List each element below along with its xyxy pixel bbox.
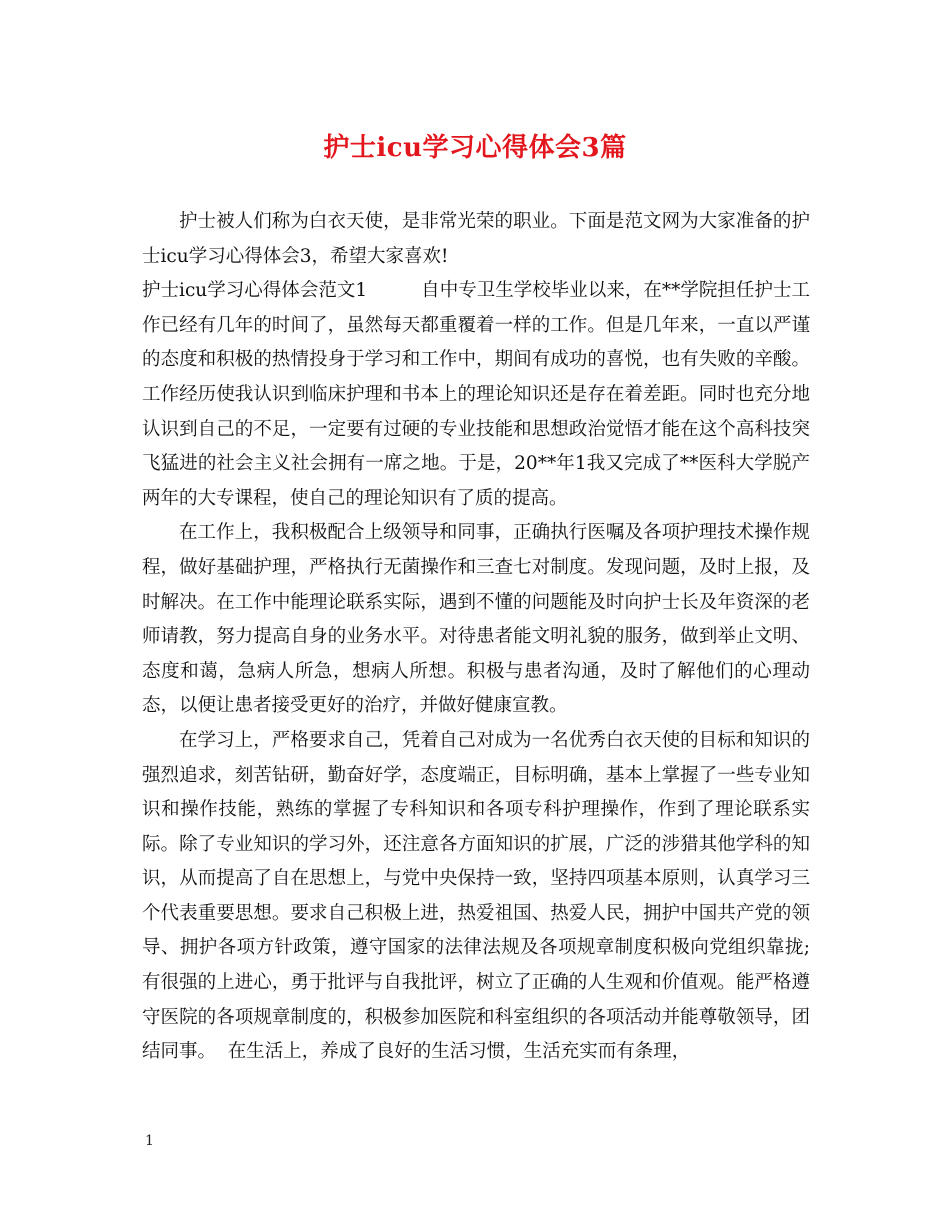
section-first-paragraph xyxy=(142,274,810,516)
document-body xyxy=(142,205,810,1070)
page-number: 1 xyxy=(145,1133,154,1149)
document-title: 护士icu学习心得体会3篇 xyxy=(323,133,627,163)
study-paragraph-text: 在学习上，严格要求自己，凭着自己对成为一名优秀白衣天使的目标和知识的强烈追求，刻苦钻研，勤奋好学，态度端正，目标明确，基本上掌握了一些专业知识和操作技能，熟练的掌握了专科知识和各项专科护理操作，作到了理论联系实际。除了专业知识的学习外，还注意各方面知识的扩展，广泛的涉猎其他学科的知识，从而提高了自在思想上，与党中央保持一致，坚持四项基本原则，认真学习三个代表重要思想。要求自己积极上进，热爱祖国、热爱人民，拥护中国共产党的领导、拥护各项方针政策，遵守国家的法律法规及各项规章制度积极向党组织靠拢;有很强的上进心，勇于批评与自我批评，树立了正确的人生观和价值观。能严格遵守医院的各项规章制度的，积极参加医院和科室组织的各项活动并能尊敬领导，团结同事。 xyxy=(142,729,810,1063)
section-first-paragraph-text: 自中专卫生学校毕业以来，在**学院担任护士工作已经有几年的时间了，虽然每天都重覆着一样的工作。但是几年来，一直以严谨的态度和积极的热情投身于学习和工作中，期间有成功的喜悦，也有失败的辛酸。工作经历使我认识到临床护理和书本上的理论知识还是存在着差距。同时也充分地认识到自己的不足，一定要有过硬的专业技能和思想政治觉悟才能在这个高科技突飞猛进的社会主义社会拥有一席之地。于是，20**年1我又完成了**医科大学脱产两年的大专课程，使自己的理论知识有了质的提高。 xyxy=(142,280,810,509)
section-heading: 护士icu学习心得体会范文1 xyxy=(142,280,368,302)
work-paragraph: 在工作上，我积极配合上级领导和同事，正确执行医嘱及各项护理技术操作规程，做好基础护理，严格执行无菌操作和三查七对制度。发现问题，及时上报，及时解决。在工作中能理论联系实际，遇到不懂的问题能及时向护士长及年资深的老师请教，努力提高自身的业务水平。对待患者能文明礼貌的服务，做到举止文明、态度和蔼，急病人所急，想病人所想。积极与患者沟通，及时了解他们的心理动态，以便让患者接受更好的治疗，并做好健康宣教。 xyxy=(142,522,810,717)
intro-paragraph: 护士被人们称为白衣天使，是非常光荣的职业。下面是范文网为大家准备的护士icu学习心得体会3，希望大家喜欢! xyxy=(142,211,810,267)
life-paragraph-start: 在生活上，养成了良好的生活习惯，生活充实而有条理， xyxy=(227,1041,691,1063)
study-paragraph xyxy=(142,724,810,1070)
